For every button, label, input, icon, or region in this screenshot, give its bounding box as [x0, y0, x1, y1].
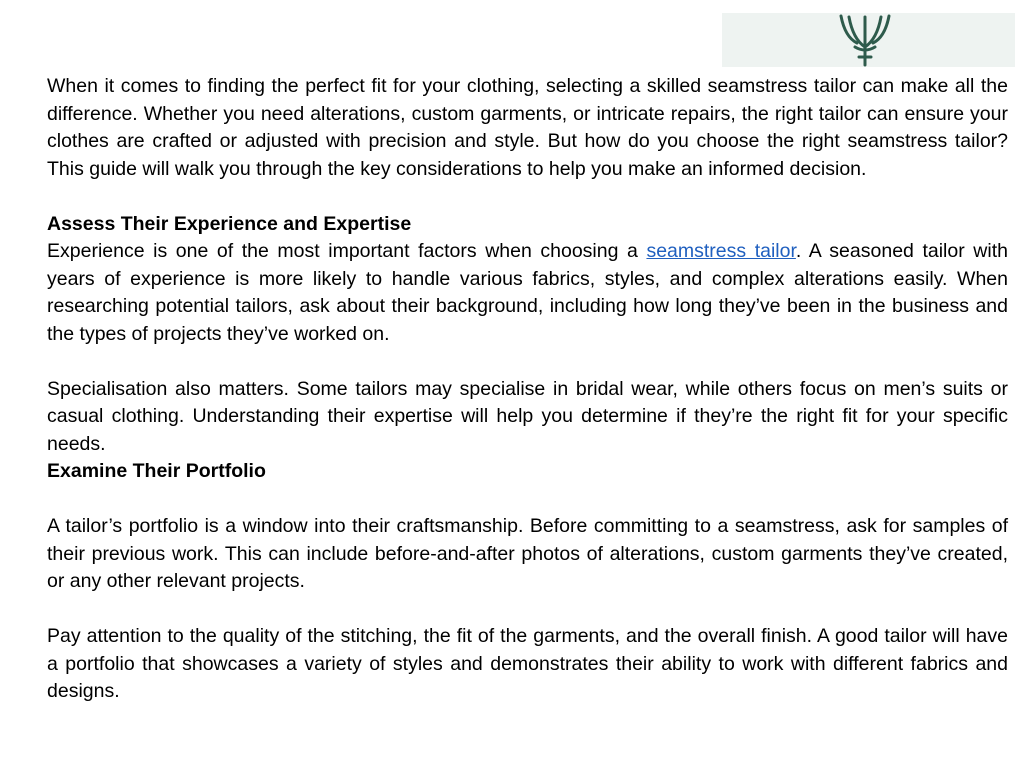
section-heading-portfolio: Examine Their Portfolio: [47, 460, 266, 482]
experience-text-after: . A seasoned tailor with years of experience is more likely to handle various fabrics, styles, and complex alterations easily. When researching potential tailors, ask about their background, including how long they’ve been in the business and the types of projects they’ve worked on.: [47, 240, 1008, 345]
seamstress-tailor-link[interactable]: seamstress tailor: [646, 240, 796, 262]
specialisation-paragraph: Specialisation also matters. Some tailors may specialise in bridal wear, while others focus on men’s suits or casual clothing. Understanding their expertise will help you determine if they’re the right fit for your specific needs.: [47, 377, 1008, 455]
spacer: [47, 348, 1008, 376]
article-body: [47, 73, 1008, 706]
spacer: [47, 183, 1008, 211]
section-heading-experience: Assess Their Experience and Expertise: [47, 212, 412, 235]
portfolio-paragraph: A tailor’s portfolio is a window into their craftsmanship. Before committing to a seamstress, ask for samples of their previous work. This can include before-and-after photos of alterations, custom garments they’ve created, or any other relevant projects.: [47, 515, 1008, 592]
quality-paragraph: Pay attention to the quality of the stitching, the fit of the garments, and the overall finish. A good tailor will have a portfolio that showcases a variety of styles and demonstrates their ability to work with different fabrics and designs.: [47, 625, 1008, 702]
spacer: [47, 486, 1008, 514]
spacer: [47, 596, 1008, 624]
experience-paragraph: [47, 238, 1008, 348]
logo-banner: [722, 13, 1015, 67]
trident-w-logo-icon: [835, 13, 895, 67]
experience-text-before: Experience is one of the most important factors when choosing a: [47, 240, 647, 262]
intro-paragraph: When it comes to finding the perfect fit for your clothing, selecting a skilled seamstress tailor can make all the difference. Whether you need alterations, custom garments, or intricate repairs, the right tailor can ensure your clothes are crafted or adjusted with precision and style. But how do you choose the right seamstress tailor? This guide will walk you through the key considerations to help you make an informed decision.: [47, 75, 1008, 180]
